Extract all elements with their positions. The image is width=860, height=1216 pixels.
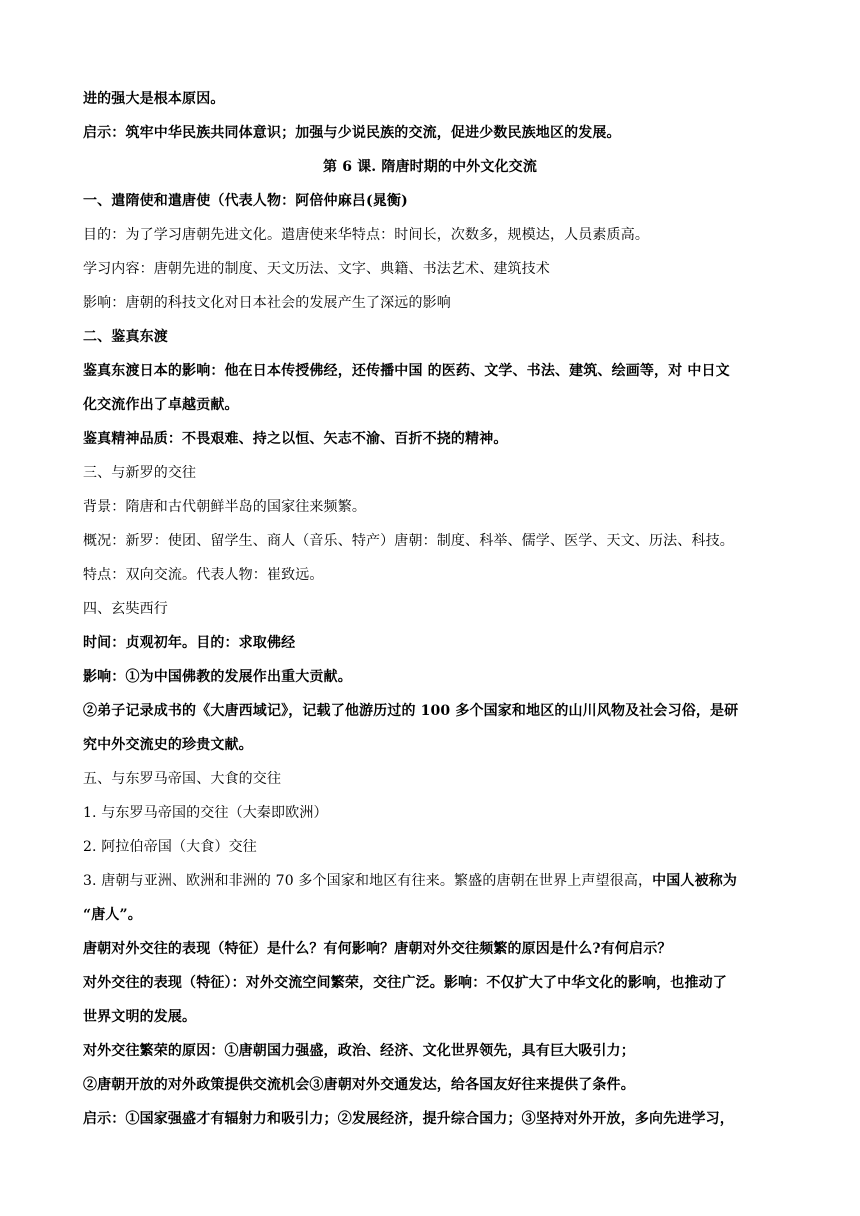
text-line: 世界文明的发展。	[83, 1009, 197, 1025]
lesson-title: 第 6 课. 隋唐时期的中外文化交流	[323, 159, 537, 175]
text-line: 特点：双向交流。代表人物：崔致远。	[83, 567, 324, 583]
text-line: 鉴真东渡日本的影响：他在日本传授佛经，还传播中国 的医药、文学、书法、建筑、绘画等，对 中日文	[83, 363, 730, 379]
section-heading: 一、遣隋使和遣唐使（代表人物：阿倍仲麻吕(晁衡)	[83, 193, 408, 209]
text-line: ②弟子记录成书的《大唐西域记》，记载了他游历过的 100 多个国家和地区的山川风物及社会习俗，是研	[83, 703, 739, 719]
text-line: 背景：隋唐和古代朝鲜半岛的国家往来频繁。	[83, 499, 366, 515]
list-item: 2. 阿拉伯帝国（大食）交往	[83, 839, 257, 855]
text-line: 影响：①为中国佛教的发展作出重大贡献。	[83, 669, 352, 685]
list-item	[83, 871, 783, 891]
section-heading: 三、与新罗的交往	[83, 465, 197, 481]
text-line: 对外交往的表现（特征）：对外交流空间繁荣，交往广泛。影响：不仅扩大了中华文化的影响，也推动了	[83, 975, 727, 991]
text-line: 影响：唐朝的科技文化对日本社会的发展产生了深远的影响	[83, 295, 451, 311]
text-line: 启示：①国家强盛才有辐射力和吸引力；②发展经济，提升综合国力；③坚持对外开放，多向先进学习，	[83, 1111, 734, 1127]
section-heading: 二、鉴真东渡	[83, 329, 168, 345]
text-line: 进的强大是根本原因。	[83, 91, 225, 107]
text-line: 启示：筑牢中华民族共同体意识；加强与少说民族的交流，促进少数民族地区的发展。	[83, 125, 621, 141]
list-item: 1. 与东罗马帝国的交往（大秦即欧洲）	[83, 805, 328, 821]
text-line: 时间：贞观初年。目的：求取佛经	[83, 635, 296, 651]
text-line: ②唐朝开放的对外政策提供交流机会③唐朝对外交通发达，给各国友好往来提供了条件。	[83, 1077, 635, 1093]
text-line: 目的：为了学习唐朝先进文化。遣唐使来华特点：时间长，次数多，规模达，人员素质高。	[83, 227, 649, 243]
question-line: 唐朝对外交往的表现（特征）是什么？有何影响？唐朝对外交往频繁的原因是什么?有何启示？	[83, 941, 672, 957]
text-line: 概况：新罗：使团、留学生、商人（音乐、特产）唐朝：制度、科举、儒学、医学、天文、历法、科技。	[83, 533, 734, 549]
section-heading: 四、玄奘西行	[83, 601, 168, 617]
text-line: 究中外交流史的珍贵文献。	[83, 737, 253, 753]
text-line: 鉴真精神品质：不畏艰难、持之以恒、矢志不渝、百折不挠的精神。	[83, 431, 508, 447]
text-line: 学习内容：唐朝先进的制度、天文历法、文字、典籍、书法艺术、建筑技术	[83, 261, 550, 277]
section-heading: 五、与东罗马帝国、大食的交往	[83, 771, 282, 787]
text-line: 化交流作出了卓越贡献。	[83, 397, 239, 413]
list-item-text: 3. 唐朝与亚洲、欧洲和非洲的 70 多个国家和地区有往来。繁盛的唐朝在世界上声望很高，	[83, 873, 653, 889]
list-item-emphasis: 中国人被称为	[652, 873, 738, 889]
text-line: “唐人”。	[83, 907, 142, 923]
text-line: 对外交往繁荣的原因：①唐朝国力强盛，政治、经济、文化世界领先，具有巨大吸引力；	[83, 1043, 635, 1059]
